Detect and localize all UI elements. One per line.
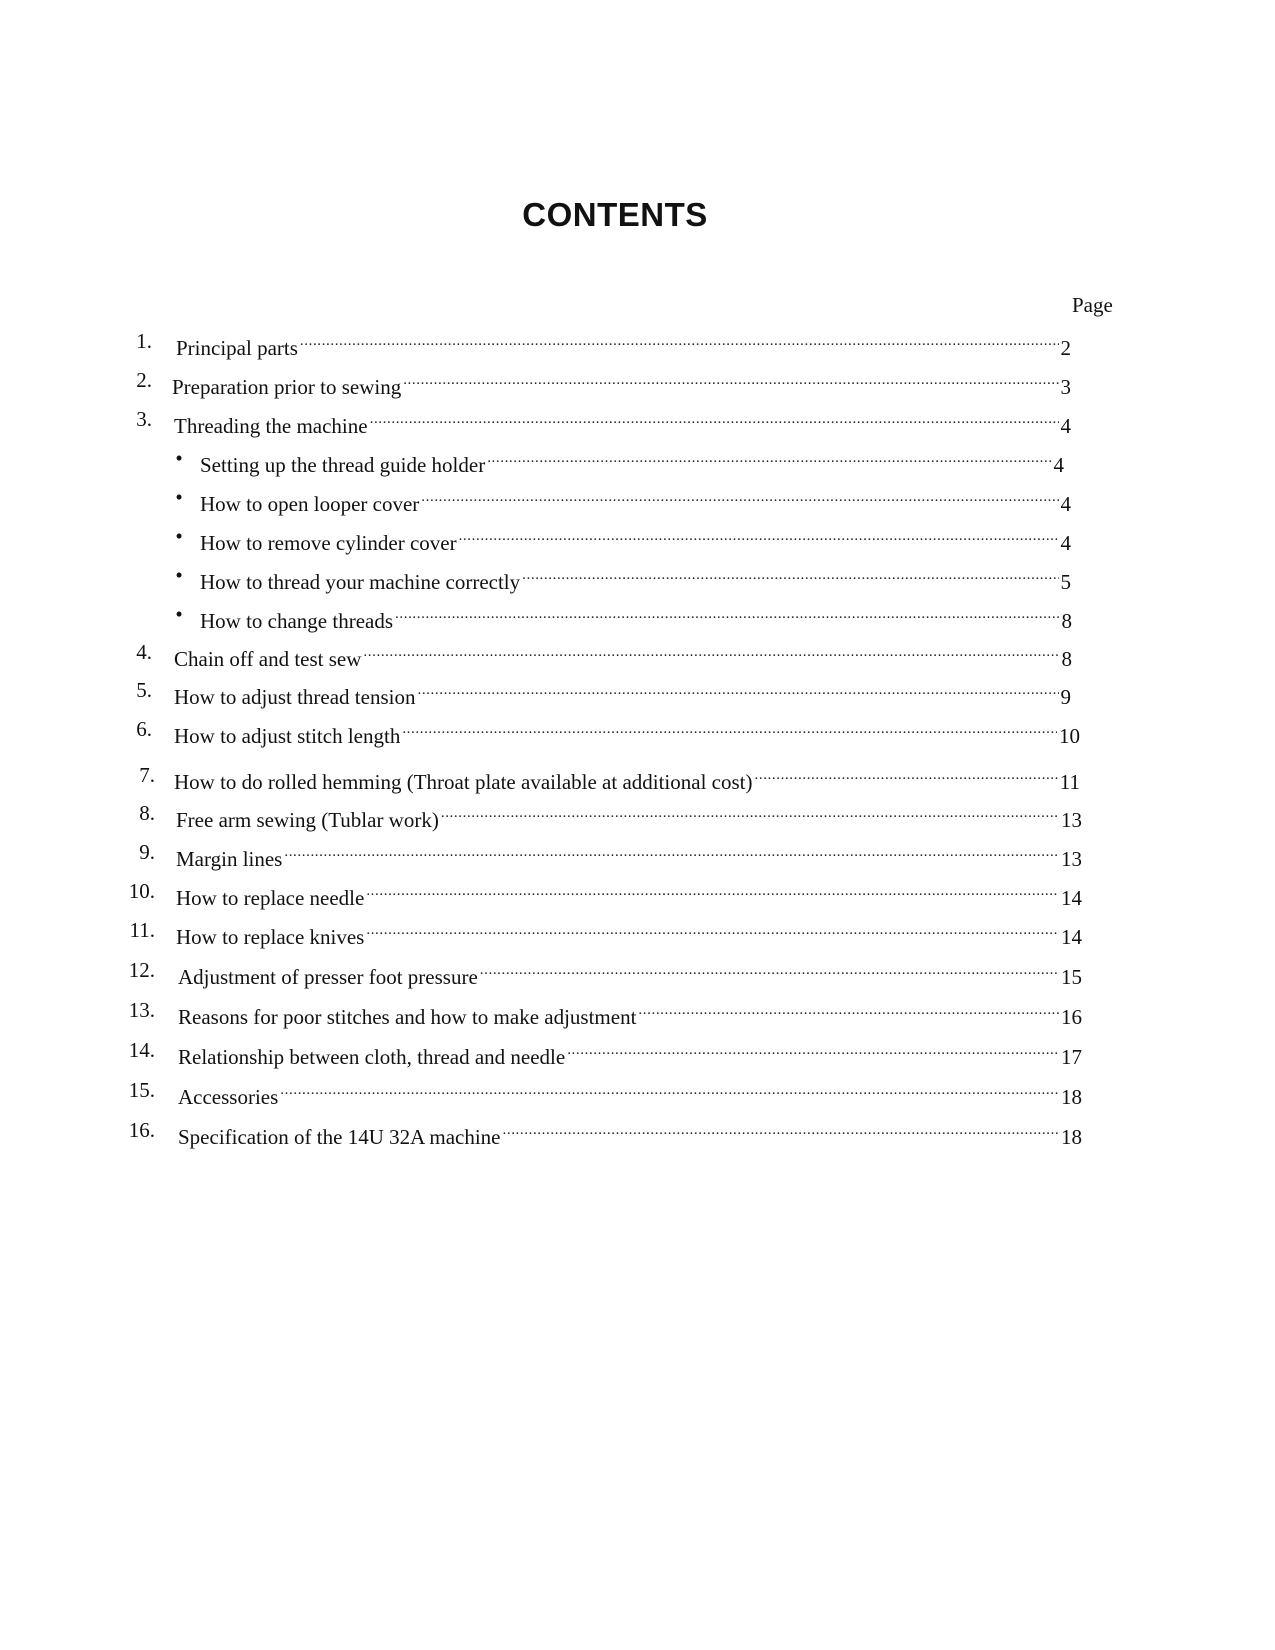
entry-number: 2. (136, 368, 152, 392)
entry-page: 5 (1060, 570, 1071, 594)
entry-number: 6. (136, 717, 152, 741)
entry-page: 4 (1053, 453, 1064, 477)
entry-number: 13. (128, 998, 155, 1022)
dot-leader (370, 405, 1059, 433)
toc-subentry[interactable] (0, 444, 1275, 477)
entry-label: Chain off and test sew (174, 647, 362, 671)
bullet-icon: • (175, 524, 183, 548)
entry-label: How to replace needle (176, 886, 365, 910)
entry-page: 11 (1059, 770, 1080, 794)
entry-label: Margin lines (176, 847, 283, 871)
toc-entry[interactable] (0, 799, 1275, 832)
entry-label: Preparation prior to sewing (172, 375, 402, 399)
dot-leader (522, 561, 1058, 589)
bullet-icon: • (175, 602, 183, 626)
entry-number: 5. (136, 678, 152, 702)
page-column-header: Page (1072, 293, 1113, 317)
entry-page: 13 (1061, 808, 1082, 832)
toc-entry[interactable] (0, 638, 1275, 671)
entry-label: Reasons for poor stitches and how to make adjustment (178, 1005, 637, 1029)
toc-entry[interactable] (0, 327, 1275, 360)
toc-entry[interactable] (0, 838, 1275, 871)
entry-page: 8 (1061, 647, 1072, 671)
entry-page: 13 (1061, 847, 1082, 871)
bullet-icon: • (175, 446, 183, 470)
entry-page: 3 (1060, 375, 1071, 399)
dot-leader (459, 522, 1059, 550)
toc-entry[interactable] (0, 366, 1275, 399)
entry-page: 8 (1061, 609, 1072, 633)
entry-label: Free arm sewing (Tublar work) (176, 808, 439, 832)
entry-label: How to adjust thread tension (174, 685, 416, 709)
dot-leader (366, 916, 1059, 944)
toc-entry[interactable] (0, 676, 1275, 709)
toc-entry[interactable] (0, 1116, 1275, 1149)
entry-label: Specification of the 14U 32A machine (178, 1125, 501, 1149)
entry-label: Threading the machine (174, 414, 368, 438)
dot-leader (366, 877, 1059, 905)
dot-leader (421, 483, 1058, 511)
toc-entry[interactable] (0, 1036, 1275, 1069)
entry-page: 15 (1061, 965, 1082, 989)
entry-page: 16 (1061, 1005, 1082, 1029)
entry-label: How to change threads (200, 609, 394, 633)
entry-label: Setting up the thread guide holder (200, 453, 486, 477)
entry-number: 15. (128, 1078, 155, 1102)
toc-entry[interactable] (0, 996, 1275, 1029)
entry-label: How to do rolled hemming (Throat plate available at additional cost) (174, 770, 753, 794)
dot-leader (567, 1036, 1059, 1064)
dot-leader (755, 761, 1058, 789)
dot-leader (417, 676, 1058, 704)
dot-leader (487, 444, 1051, 472)
entry-number: 9. (139, 840, 155, 864)
toc-entry[interactable] (0, 1076, 1275, 1109)
entry-page: 10 (1059, 724, 1080, 748)
toc-entry[interactable] (0, 877, 1275, 910)
dot-leader (363, 638, 1059, 666)
entry-page: 4 (1060, 531, 1071, 555)
entry-page: 4 (1060, 492, 1071, 516)
toc-subentry[interactable] (0, 522, 1275, 555)
entry-number: 10. (128, 879, 155, 903)
toc-entry[interactable] (0, 916, 1275, 949)
toc-subentry[interactable] (0, 600, 1275, 633)
entry-number: 16. (128, 1118, 155, 1142)
entry-page: 18 (1061, 1085, 1082, 1109)
toc-entry[interactable] (0, 405, 1275, 438)
dot-leader (503, 1116, 1060, 1144)
entry-page: 18 (1061, 1125, 1082, 1149)
entry-label: How to open looper cover (200, 492, 420, 516)
dot-leader (638, 996, 1059, 1024)
entry-label: Principal parts (176, 336, 298, 360)
entry-page: 14 (1061, 925, 1082, 949)
dot-leader (280, 1076, 1059, 1104)
dot-leader (284, 838, 1059, 866)
entry-label: Relationship between cloth, thread and needle (178, 1045, 566, 1069)
entry-label: How to replace knives (176, 925, 365, 949)
entry-number: 3. (136, 407, 152, 431)
toc-entry[interactable] (0, 715, 1275, 748)
entry-label: Adjustment of presser foot pressure (178, 965, 478, 989)
bullet-icon: • (175, 485, 183, 509)
dot-leader (402, 715, 1057, 743)
dot-leader (300, 327, 1059, 355)
dot-leader (441, 799, 1059, 827)
entry-label: How to adjust stitch length (174, 724, 401, 748)
entry-label: How to thread your machine correctly (200, 570, 521, 594)
entry-number: 8. (139, 801, 155, 825)
entry-page: 14 (1061, 886, 1082, 910)
toc-entry[interactable] (0, 761, 1275, 794)
dot-leader (403, 366, 1058, 394)
bullet-icon: • (175, 563, 183, 587)
toc-subentry[interactable] (0, 561, 1275, 594)
dot-leader (395, 600, 1059, 628)
toc-subentry[interactable] (0, 483, 1275, 516)
entry-number: 7. (139, 763, 155, 787)
toc-entry[interactable] (0, 956, 1275, 989)
entry-label: Accessories (178, 1085, 279, 1109)
entry-page: 4 (1060, 414, 1071, 438)
entry-number: 4. (136, 640, 152, 664)
page-title: CONTENTS (522, 196, 708, 233)
entry-page: 2 (1060, 336, 1071, 360)
entry-number: 12. (128, 958, 155, 982)
entry-page: 17 (1061, 1045, 1082, 1069)
entry-label: How to remove cylinder cover (200, 531, 457, 555)
entry-number: 1. (136, 329, 152, 353)
entry-number: 14. (128, 1038, 155, 1062)
entry-number: 11. (129, 918, 155, 942)
dot-leader (480, 956, 1059, 984)
entry-page: 9 (1060, 685, 1071, 709)
